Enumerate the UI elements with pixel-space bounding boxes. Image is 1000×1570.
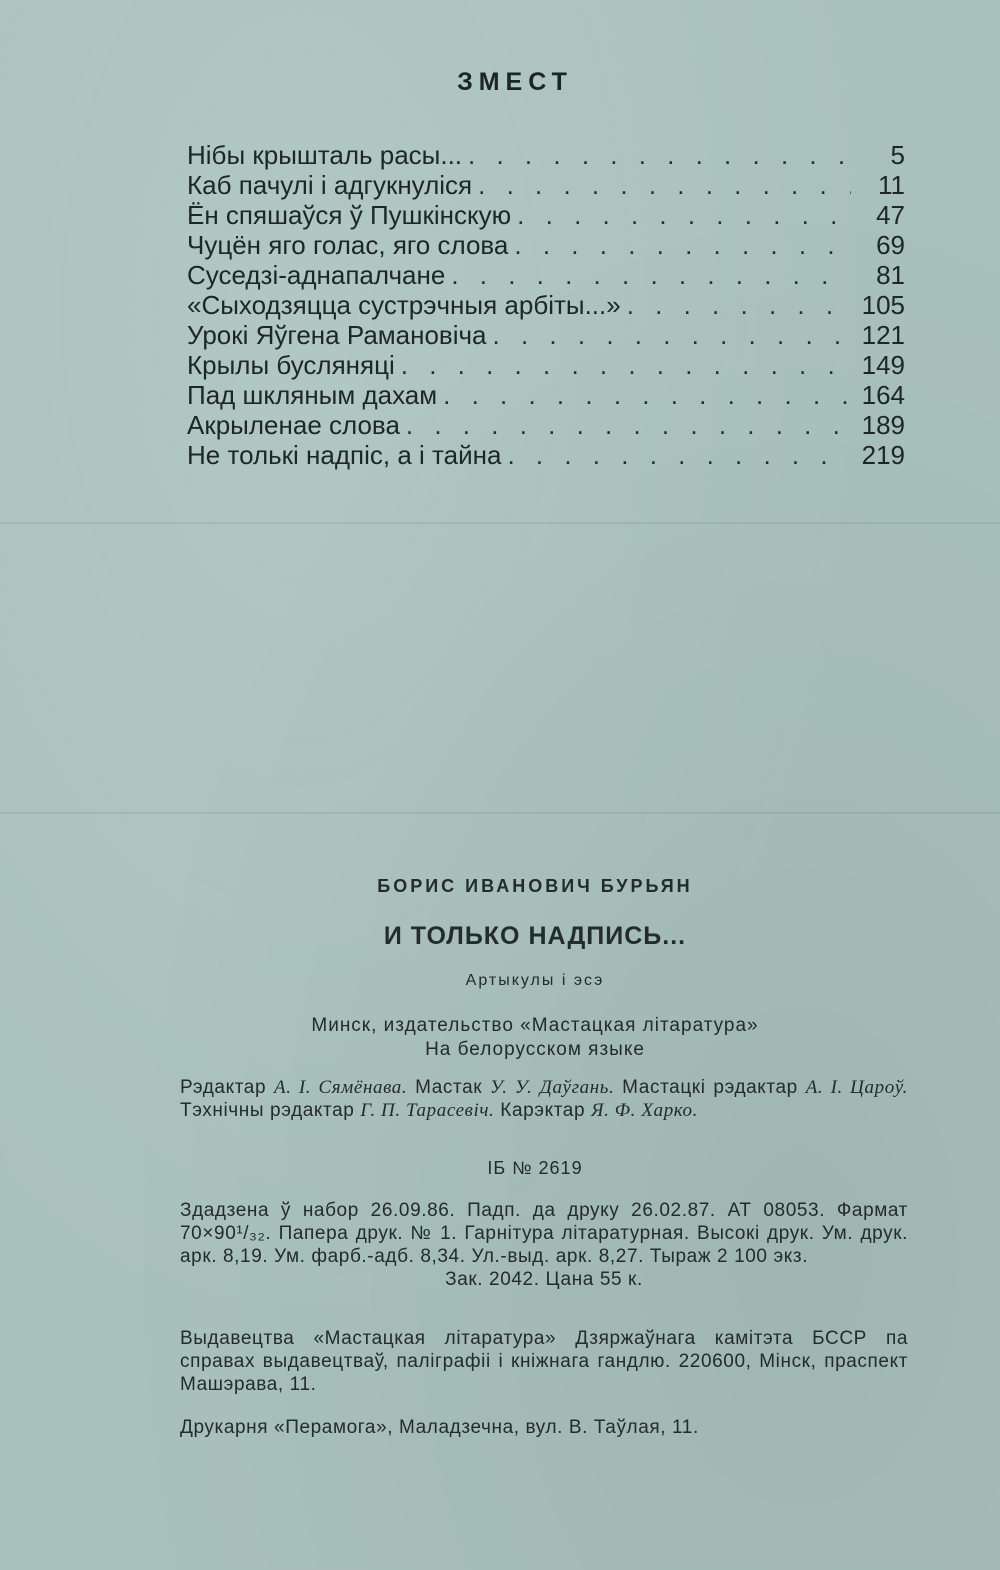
book-genre: Артыкулы і эсэ bbox=[465, 972, 605, 989]
toc-entry-title: Крылы бусляняці bbox=[187, 350, 395, 380]
language-line: На белорусском языке bbox=[425, 1039, 645, 1060]
paper-fold-line bbox=[0, 812, 1000, 814]
toc-leader-dots bbox=[627, 290, 851, 321]
credit-person: А. І. Цароў. bbox=[805, 1077, 908, 1098]
toc-leader-dots bbox=[507, 440, 851, 471]
print-details bbox=[180, 1199, 908, 1291]
toc-entry bbox=[187, 350, 905, 380]
toc-leader-dots bbox=[468, 140, 851, 171]
toc-entry-title: Ён спяшаўся ў Пушкінскую bbox=[187, 200, 512, 230]
toc-entry-page: 189 bbox=[861, 410, 905, 440]
table-of-contents bbox=[187, 140, 905, 470]
toc-leader-dots bbox=[514, 230, 851, 261]
toc-entry bbox=[187, 410, 905, 440]
credit-person: А. І. Сямёнава. bbox=[274, 1077, 408, 1098]
toc-leader-dots bbox=[517, 200, 851, 231]
toc-leader-dots bbox=[443, 380, 851, 411]
book-title: И ТОЛЬКО НАДПИСЬ... bbox=[383, 922, 687, 950]
author-name: БОРИС ИВАНОВИЧ БУРЬЯН bbox=[377, 876, 693, 896]
toc-entry-title: Пад шкляным дахам bbox=[187, 380, 438, 410]
toc-entry-title: Акрыленае слова bbox=[187, 410, 400, 440]
toc-entry-title: Нібы крышталь расы... bbox=[187, 140, 463, 170]
toc-entry bbox=[187, 320, 905, 350]
toc-entry-page: 219 bbox=[861, 440, 905, 470]
printing-house: Друкарня «Перамога», Маладзечна, вул. В. Таўлая, 11. bbox=[180, 1417, 699, 1438]
toc-leader-dots bbox=[406, 410, 851, 441]
toc-entry-page: 121 bbox=[861, 320, 905, 350]
credit-role: Мастацкі рэдактар bbox=[614, 1077, 806, 1098]
editors-credits bbox=[180, 1076, 908, 1122]
toc-entry-title: Каб пачулі і адгукнуліся bbox=[187, 170, 473, 200]
toc-entry-title: Чуцён яго голас, яго слова bbox=[187, 230, 509, 260]
toc-leader-dots bbox=[401, 350, 851, 381]
toc-heading: ЗМЕСТ bbox=[457, 68, 573, 96]
toc-entry-page: 149 bbox=[861, 350, 905, 380]
toc-entry-title: Суседзі-аднапалчане bbox=[187, 260, 446, 290]
toc-entry-page: 5 bbox=[890, 140, 905, 170]
toc-leader-dots bbox=[478, 170, 851, 201]
toc-entry-page: 47 bbox=[876, 200, 905, 230]
toc-entry bbox=[187, 380, 905, 410]
toc-entry bbox=[187, 140, 905, 170]
credit-role: Тэхнічны рэдактар bbox=[180, 1100, 361, 1121]
toc-entry-page: 105 bbox=[861, 290, 905, 320]
toc-entry-page: 69 bbox=[876, 230, 905, 260]
toc-entry-title: Не толькі надпіс, а і тайна bbox=[187, 440, 502, 470]
credit-role: Рэдактар bbox=[180, 1077, 274, 1098]
toc-entry-page: 81 bbox=[876, 260, 905, 290]
credit-person: Я. Ф. Харко. bbox=[591, 1100, 699, 1121]
toc-entry bbox=[187, 290, 905, 320]
toc-entry-page: 164 bbox=[861, 380, 905, 410]
credit-role: Карэктар bbox=[494, 1100, 592, 1121]
toc-entry-title: Урокі Яўгена Рамановіча bbox=[187, 320, 487, 350]
paper-fold-line bbox=[0, 522, 1000, 524]
toc-leader-dots bbox=[493, 320, 851, 351]
ib-number: ІБ № 2619 bbox=[487, 1158, 583, 1178]
toc-entry bbox=[187, 170, 905, 200]
toc-leader-dots bbox=[451, 260, 851, 291]
toc-entry-page: 11 bbox=[878, 170, 905, 200]
credit-person: Г. П. Тарасевіч. bbox=[360, 1100, 495, 1121]
publisher-address: Выдавецтва «Мастацкая літаратура» Дзяржаўнага камітэта БССР па справах выдавецтваў, паліграфіі і кніжнага гандлю. 220600, Мінск, праспект Машэрава, 11. bbox=[180, 1328, 908, 1395]
toc-entry bbox=[187, 230, 905, 260]
toc-entry bbox=[187, 440, 905, 470]
toc-entry bbox=[187, 260, 905, 290]
print-details-text: Здадзена ў набор 26.09.86. Падп. да друку 26.02.87. АТ 08053. Фармат 70×90¹/₃₂. Папера друк. № 1. Гарнітура літаратурная. Высокі друк. Ум. друк. арк. 8,19. Ум. фарб.-адб. 8,34. Ул.-выд. арк. 8,27. Тыраж 2 100 экз. bbox=[180, 1200, 908, 1267]
toc-entry-title: «Сыходзяцца сустрэчныя арбіты...» bbox=[187, 290, 621, 320]
publisher-info bbox=[0, 1014, 1000, 1062]
toc-entry bbox=[187, 200, 905, 230]
publisher-line: Минск, издательство «Мастацкая літаратура» bbox=[311, 1015, 759, 1036]
order-and-price: Зак. 2042. Цана 55 к. bbox=[445, 1269, 643, 1290]
credit-role: Мастак bbox=[407, 1077, 491, 1098]
credit-person: У. У. Даўгань. bbox=[490, 1077, 615, 1098]
